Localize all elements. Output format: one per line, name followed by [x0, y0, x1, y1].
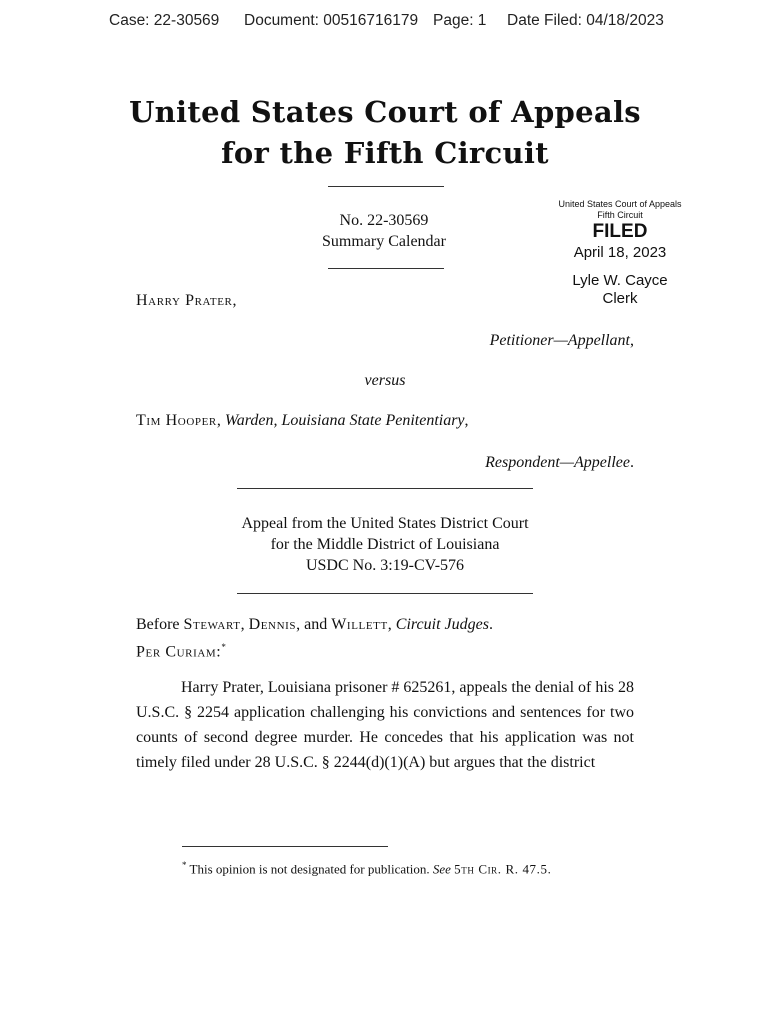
opinion-text: Harry Prater, Louisiana prisoner # 625261, appeals the denial of his 28 U.S.C. § 2254 application challenging his convictions and sentences for two counts of second degree murder. He concedes that his application was not timely filed under 28 U.S.C. § 2244(d)(1)(A) but argues that the district: [136, 679, 635, 771]
stamp-status: FILED: [592, 221, 648, 242]
footnote-divider: [182, 846, 388, 847]
stamp-clerk-name: Lyle W. Cayce: [572, 272, 668, 289]
respondent-role: Respondent—Appellee: [485, 454, 630, 471]
filing-header: [0, 12, 770, 36]
court-title-line1: United States Court of Appeals: [129, 95, 641, 129]
appeal-line-1: Appeal from the United States District Court: [241, 515, 529, 532]
judge-stewart: Stewart: [183, 616, 241, 633]
parties-divider: [237, 488, 533, 489]
footnote-marker: *: [221, 642, 226, 652]
appeal-line-2: for the Middle District of Louisiana: [270, 536, 500, 553]
appeal-info: [185, 513, 585, 576]
footnote-rule: 5th Cir. R. 47.5.: [454, 861, 552, 877]
document-number-header: Document: 00516716179: [244, 12, 419, 29]
footnote-text: This opinion is not designated for publication.: [189, 861, 430, 877]
stamp-clerk-title: Clerk: [602, 290, 638, 307]
page-number-header: Page: 1: [433, 12, 487, 29]
calendar-type: Summary Calendar: [322, 233, 446, 250]
appeal-line-3: USDC No. 3:19-CV-576: [305, 557, 465, 574]
petitioner-role-line: Petitioner—Appellant,: [489, 332, 634, 349]
respondent-description: Warden, Louisiana State Penitentiary: [224, 412, 465, 429]
stamp-court: United States Court of Appeals: [558, 199, 682, 209]
respondent-line: Tim Hooper, Warden, Louisiana State Penitentiary,: [136, 412, 469, 429]
court-title-line2: for the Fifth Circuit: [221, 136, 549, 170]
judge-dennis: Dennis: [248, 616, 297, 633]
per-curiam-line: [136, 642, 226, 661]
opinion-paragraph: [136, 675, 634, 775]
footnote-mark: *: [182, 860, 187, 870]
case-divider: [328, 268, 444, 269]
versus: versus: [364, 372, 406, 389]
judges-title: Circuit Judges: [395, 616, 489, 633]
filed-stamp: [545, 199, 695, 308]
title-divider: [328, 186, 444, 187]
and-word: and: [304, 616, 328, 633]
respondent-role-line: Respondent—Appellee.: [485, 454, 634, 471]
stamp-date: April 18, 2023: [573, 244, 667, 261]
footnote-see: See: [432, 861, 451, 877]
footnote: [182, 860, 551, 877]
stamp-circuit: Fifth Circuit: [597, 210, 643, 220]
date-filed-header: Date Filed: 04/18/2023: [507, 12, 664, 29]
panel-line: Before Stewart, Dennis, and Willett, Circuit Judges.: [136, 616, 493, 633]
respondent-name: Tim Hooper: [136, 412, 217, 429]
case-number: No. 22-30569: [339, 212, 429, 229]
before-word: Before: [136, 616, 180, 633]
per-curiam: Per Curiam:: [136, 643, 222, 661]
case-number-header: Case: 22-30569: [109, 12, 220, 29]
case-info: [284, 210, 484, 252]
appeal-divider: [237, 593, 533, 594]
petitioner-name: Harry Prater: [136, 292, 233, 309]
petitioner-role: Petitioner—Appellant: [489, 332, 630, 349]
judge-willett: Willett: [331, 616, 388, 633]
petitioner-line: Harry Prater,: [136, 292, 237, 309]
